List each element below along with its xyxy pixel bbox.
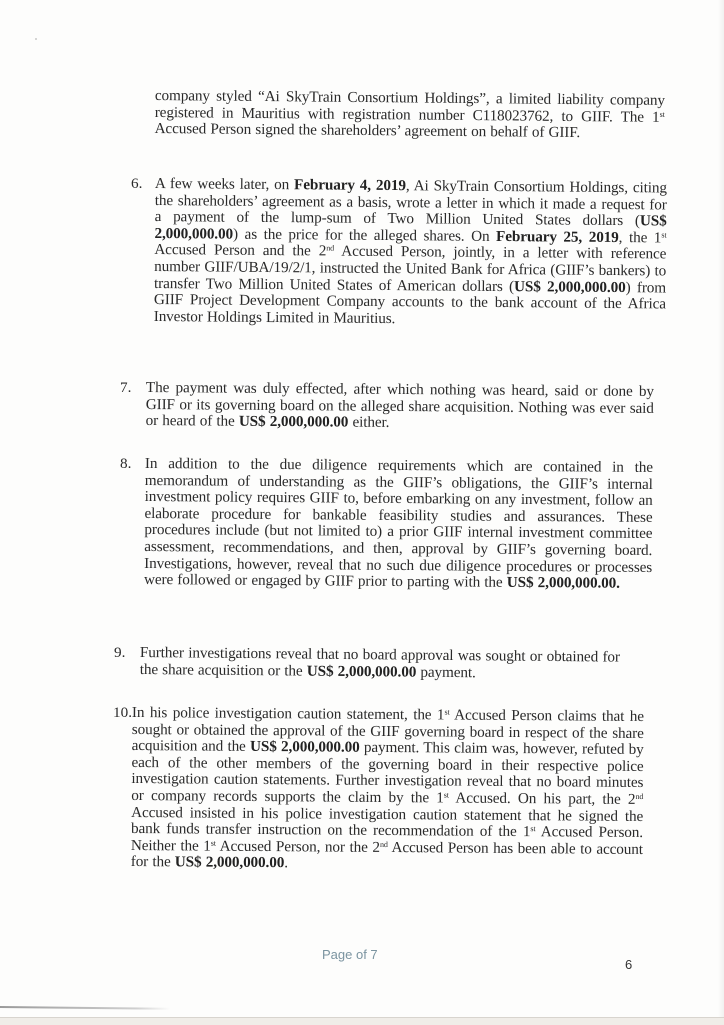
text-run: payment.	[416, 663, 476, 681]
text-run: Accused insisted in his police investigation caution statement that he signed the bank funds transfer instruction on the recommendation of the 1	[130, 803, 644, 841]
paragraph-7	[146, 380, 654, 434]
paragraph-6	[154, 176, 667, 330]
text-run: The payment was duly effected, after which nothing was heard, said or done by GIIF or its governing board on the alleged share acquisition. Nothing was ever said or heard of the	[145, 379, 654, 430]
text-run: company styled “Ai SkyTrain Consortium Holdings”, a limited liability company registered in Mauritius with registration number C118023762, to GIIF. The 1	[154, 87, 665, 126]
superscript: st	[444, 707, 450, 717]
scan-speck	[35, 38, 37, 40]
superscript: nd	[326, 243, 335, 253]
scan-edge-line	[0, 1006, 170, 1010]
text-run: either.	[348, 413, 390, 432]
superscript: st	[530, 824, 536, 834]
text-run: Accused. On his part, the 2	[448, 789, 636, 808]
paragraph-number-10: 10.	[113, 704, 132, 721]
paragraph-continuation	[155, 88, 665, 143]
bold-text: US$ 2,000,000.00	[513, 277, 626, 296]
text-run: Accused Person and the 2	[154, 241, 327, 260]
superscript: st	[443, 790, 449, 800]
superscript: st	[659, 109, 665, 119]
bold-text: US$ 2,000,000.00.	[506, 574, 620, 592]
paragraph-8	[144, 456, 653, 593]
bold-text: US$ 2,000,000.00	[306, 662, 417, 681]
superscript: st	[661, 230, 667, 240]
text-run: .	[284, 854, 289, 872]
page-number: 6	[625, 957, 633, 972]
text-run: Accused Person, nor the 2	[215, 837, 381, 856]
text-run: payment. This claim was, however, refuted by each of the other members of the governing board in their respective police investigation caution statements. Further investigation reveal that no board minutes or company records supports the claim by the 1	[131, 738, 644, 807]
paragraph-9	[140, 645, 620, 683]
superscript: st	[210, 838, 216, 848]
text-run: A few weeks later, on	[154, 175, 295, 194]
superscript: nd	[635, 791, 644, 801]
text-run: ) from GIIF Project Development Company accounts to the bank account of the Africa Investor Holdings Limited in Mauritius.	[153, 278, 667, 327]
superscript: nd	[379, 839, 388, 849]
paragraph-10	[131, 705, 644, 875]
text-run: ) as the price for the alleged shares. On	[232, 225, 497, 245]
bold-text: US$ 2,000,000.00	[174, 853, 285, 872]
page-label: Page of 7	[322, 947, 378, 962]
text-run: In his police investigation caution statement, the 1	[131, 704, 445, 724]
text-run: Accused Person claims that he sought or obtained the approval of the GIIF governing board in respect of the share acquisition and the	[131, 706, 645, 756]
paragraph-number-6: 6.	[131, 175, 143, 192]
text-run: Accused Person. Neither the 1	[130, 823, 644, 855]
paragraph-number-8: 8.	[120, 455, 132, 472]
text-run: Accused Person signed the shareholders’ agreement on behalf of GIIF.	[154, 120, 581, 142]
text-run: Accused Person has been able to account for the	[130, 838, 643, 871]
text-run: In addition to the due diligence requirements which are contained in the memorandum of understanding as the GIIF’s obligations, the GIIF’s internal investment policy requires GIIF to, before embarking on any investment, follow an elaborate procedure for bankable feasibility studies and assurances. These procedures include (but not limited to) a prior GIIF internal investment committee assessment, recommendations, and then, approval by GIIF’s governing board. Investigations, however, reveal that no such due diligence procedures or processes were followed or engaged by GIIF prior to parting with the	[143, 455, 653, 592]
scan-right-shadow	[718, 0, 724, 1024]
text-run: Further investigations reveal that no board approval was sought or obtained for the share acquisition or the	[139, 644, 620, 680]
paragraph-number-9: 9.	[114, 644, 126, 661]
text-run: Accused Person, jointly, in a letter with reference number GIIF/UBA/19/2/1, instructed the United Bank for Africa (GIIF’s bankers) to transfer Two Million United States of American dollars (	[153, 242, 667, 295]
paragraph-number-7: 7.	[120, 379, 132, 396]
bold-text: US$ 2,000,000.00	[154, 212, 667, 243]
bold-text: February 25, 2019	[496, 227, 619, 246]
text-run: , the 1	[618, 228, 662, 247]
bold-text: US$ 2,000,000.00	[249, 738, 360, 756]
bold-text: February 4, 2019	[294, 176, 406, 195]
text-run: , Ai SkyTrain Consortium Holdings, citing the shareholders’ agreement as a basis, wrote a letter in which it made a request for a payment of the lump-sum of Two Million United States dollars (	[154, 177, 667, 230]
bold-text: US$ 2,000,000.00	[238, 412, 349, 431]
